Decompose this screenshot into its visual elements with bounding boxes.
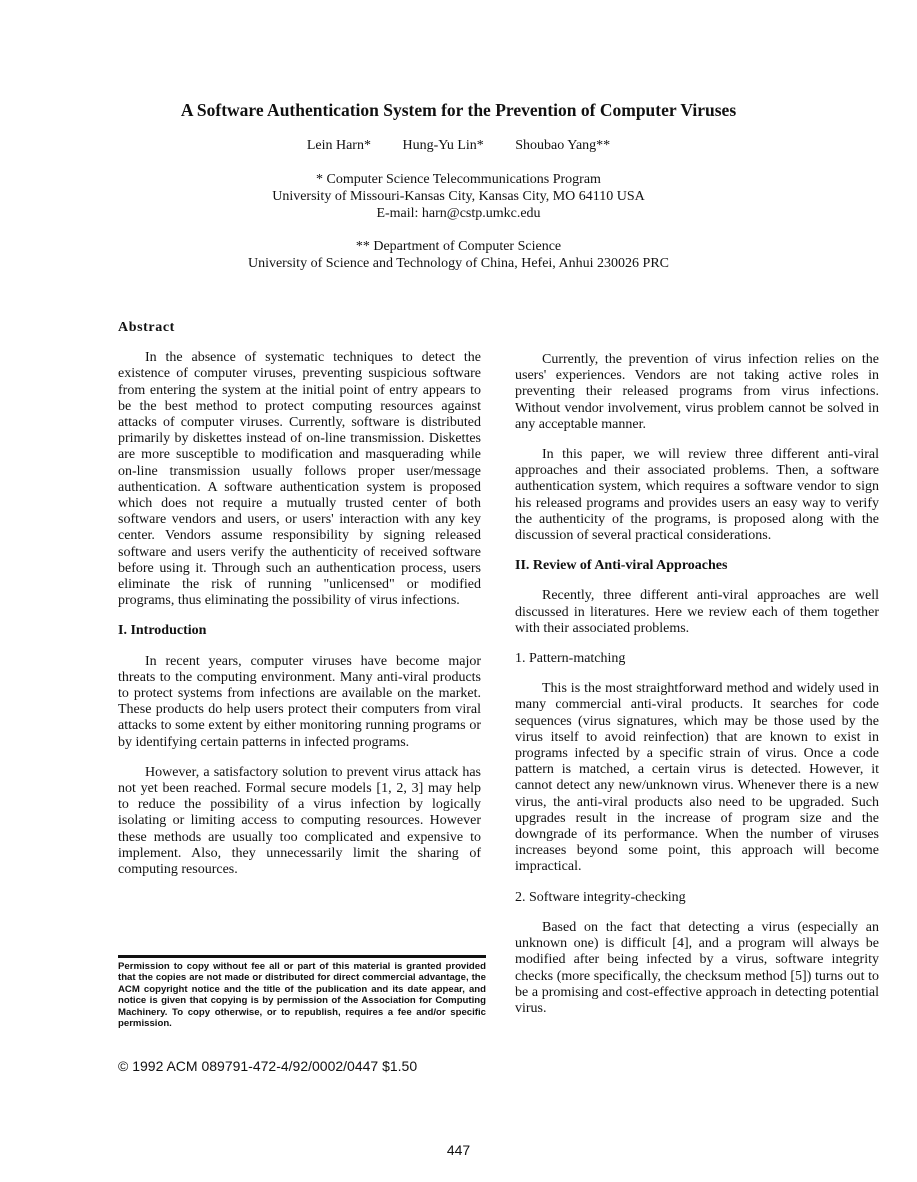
author-3: Shoubao Yang**	[515, 138, 611, 153]
author-list	[0, 138, 917, 154]
copyright-line: © 1992 ACM 089791-472-4/92/0002/0447 $1.50	[118, 1058, 418, 1074]
page-number: 447	[446, 1142, 471, 1158]
left-column	[118, 320, 481, 878]
integrity-checking-text: Based on the fact that detecting a virus (especially an unknown one) is difficult [4], and a program will always be modified after being infected by a virus, software integrity checks (more specifically, the checksum method [5]) turns out to be a promising and cost-effective approach in detecting potential virus.	[515, 919, 879, 1016]
right-paragraph-1: Currently, the prevention of virus infection relies on the users' experiences. Vendors are not taking active roles in preventing their released programs from virus infections. Without vendor involvement, virus problem cannot be solved in any acceptable manner.	[515, 352, 879, 432]
right-column	[515, 352, 879, 1017]
introduction-paragraph-2: However, a satisfactory solution to prevent virus attack has not yet been reached. Formal secure models [1, 2, 3] may help to reduce the possibility of a virus infection by logically isolating or limiting access to computing resources. However these methods are usually too complicated and expensive to implement. Also, they unnecessarily limit the sharing of computing resources.	[118, 764, 481, 878]
affiliation-2	[0, 238, 917, 272]
affiliation-1	[0, 171, 917, 222]
affiliation-2-line-2: University of Science and Technology of China, Hefei, Anhui 230026 PRC	[247, 256, 670, 271]
abstract-heading: Abstract	[118, 320, 175, 335]
introduction-paragraph-1: In recent years, computer viruses have become major threats to the computing environment. Many anti-viral products to protect systems from infections are available on the market. These products do help users protect their computers from viral attacks to some extent by either monitoring running programs or by identifying certain patterns in infected programs.	[118, 653, 481, 750]
footnote-rule	[118, 955, 486, 958]
author-2: Hung-Yu Lin*	[402, 138, 484, 153]
introduction-heading: I. Introduction	[118, 623, 207, 639]
affiliation-1-line-2: University of Missouri-Kansas City, Kansas City, MO 64110 USA	[272, 189, 645, 204]
pattern-matching-text: This is the most straightforward method and widely used in many commercial anti-viral products. It searches for code sequences (virus signatures, which may be those used by the virus itself to avoid reinfection) that are known to exist in programs infected by a specific strain of virus. Once a code pattern is matched, a certain virus is detected. However, it cannot detect any new/unknown virus. Whenever there is a new virus, the anti-viral products also need to be upgraded. Such upgrades result in the increase of program size and the downgrade of its performance. When the number of viruses increases beyond some point, this approach will become impractical.	[515, 681, 879, 875]
author-1: Lein Harn*	[306, 138, 371, 153]
paper-title: A Software Authentication System for the Prevention of Computer Viruses	[180, 100, 737, 120]
right-paragraph-2: In this paper, we will review three different anti-viral approaches and their associated problems. Then, a software authentication system, which requires a software vendor to sign his released programs and provides users an easy way to verify the authenticity of the programs, is proposed along with the discussion of several practical considerations.	[515, 447, 879, 544]
review-heading: II. Review of Anti-viral Approaches	[515, 558, 728, 574]
permission-notice: Permission to copy without fee all or part of this material is granted provided that the copies are not made or distributed for direct commercial advantage, the ACM copyright notice and the title of the publication and its date appear, and notice is given that copying is by permission of the Association for Computing Machinery. To copy otherwise, or to republish, requires a fee and/or specific permission.	[118, 961, 486, 1030]
affiliation-1-line-1: * Computer Science Telecommunications Program	[316, 172, 601, 187]
affiliation-1-email: E-mail: harn@cstp.umkc.edu	[376, 206, 541, 221]
review-intro: Recently, three different anti-viral approaches are well discussed in literatures. Here we review each of them together with their associated problems.	[515, 588, 879, 636]
subsection-integrity-checking: 2. Software integrity-checking	[515, 889, 686, 905]
affiliation-2-line-1: ** Department of Computer Science	[355, 239, 562, 254]
abstract-text: In the absence of systematic techniques to detect the existence of computer viruses, preventing suspicious software from entering the system at the initial point of entry appears to be the best method to protect computing resources against attacks of computer viruses. Currently, software is distributed primarily by diskettes instead of on-line transmission. Diskettes are more susceptible to modification and masquerading while on-line transmission usually follows proper user/message authentication. A software authentication system is proposed which does not require a mutually trusted center of both software vendors and users, or users' interaction with any key center. Vendors assume responsibility by signing released software and users verify the authenticity of received software before using it. Through such an authentication process, users eliminate the risk of running "unlicensed" or modified programs, thus eliminating the possibility of virus infections.	[118, 350, 481, 609]
subsection-pattern-matching: 1. Pattern-matching	[515, 651, 626, 667]
